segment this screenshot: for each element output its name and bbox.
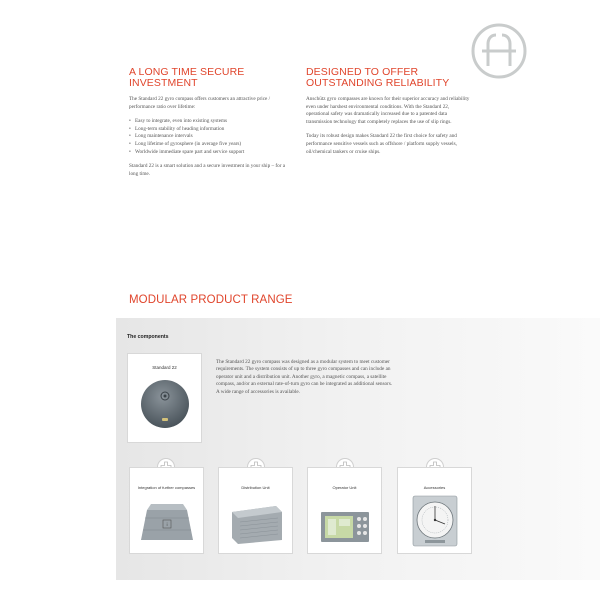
component-card-distribution <box>218 467 293 554</box>
operator-unit-image <box>317 498 373 548</box>
modular-description: The Standard 22 gyro compass was designed as a modular system to meet customer requirements. The system consists of up to three gyro compasses and can include an operator unit and a distribution unit. Another gyro, a magnetic compass, a satellite compass, and/or an external rate-of-turn gyro can be integrated as additional sensors. A wide range of accessories is available. <box>216 359 393 395</box>
component-card-accessories <box>397 467 472 554</box>
course-recorder-image <box>407 494 463 548</box>
gyro-compass-image <box>139 376 191 436</box>
component-label: Distribution Unit <box>241 485 270 490</box>
benefit-item: • Easy to integrate, even into existing systems <box>129 118 289 126</box>
benefit-item: • Long lifetime of gyrosphere (in average five years) <box>129 141 289 149</box>
left-body <box>129 96 289 185</box>
right-heading: DESIGNED TO OFFER OUTSTANDING RELIABILITY <box>306 66 450 89</box>
right-paragraph-1: Anschütz gyro compasses are known for their superior accuracy and reliability even under harshest environmental conditions. With the Standard 22, operational safety was dramatically increased due to a patented data transmission technology that completely replaces the use of slip rings. <box>306 96 470 125</box>
left-heading: A LONG TIME SECURE INVESTMENT <box>129 66 245 89</box>
distribution-unit-image <box>228 498 284 548</box>
component-label: Integration of further compasses <box>137 485 196 490</box>
benefit-item: • Worldwide immediate spare part and service support <box>129 149 289 157</box>
modular-heading: MODULAR PRODUCT RANGE <box>129 294 293 306</box>
left-intro: The Standard 22 gyro compass offers customers an attractive price / performance ratio over lifetime: <box>129 96 271 110</box>
compass-housing-image <box>139 498 195 548</box>
main-product-title: Standard 22 <box>152 365 177 370</box>
right-paragraph-2: Today its robust design makes Standard 22 the first choice for safety and performance sensitive vessels such as offshore / platform supply vessels, oil/chemical tankers or cruise ships. <box>306 133 457 155</box>
benefit-list <box>129 118 289 156</box>
benefit-item: • Long-term stability of heading information <box>129 126 289 134</box>
component-label: Accessories <box>423 485 446 490</box>
component-label: Operator Unit <box>332 485 357 490</box>
left-closing: Standard 22 is a smart solution and a secure investment in your ship – for a long time. <box>129 163 286 177</box>
anschuetz-logo <box>470 22 528 80</box>
component-card-integration <box>129 467 204 554</box>
component-card-operator <box>307 467 382 554</box>
main-product-card <box>127 353 202 443</box>
right-body <box>306 96 472 163</box>
svg-text:i: i <box>166 522 168 527</box>
components-label: The components <box>127 334 169 340</box>
benefit-item: • Long maintenance intervals <box>129 133 289 141</box>
